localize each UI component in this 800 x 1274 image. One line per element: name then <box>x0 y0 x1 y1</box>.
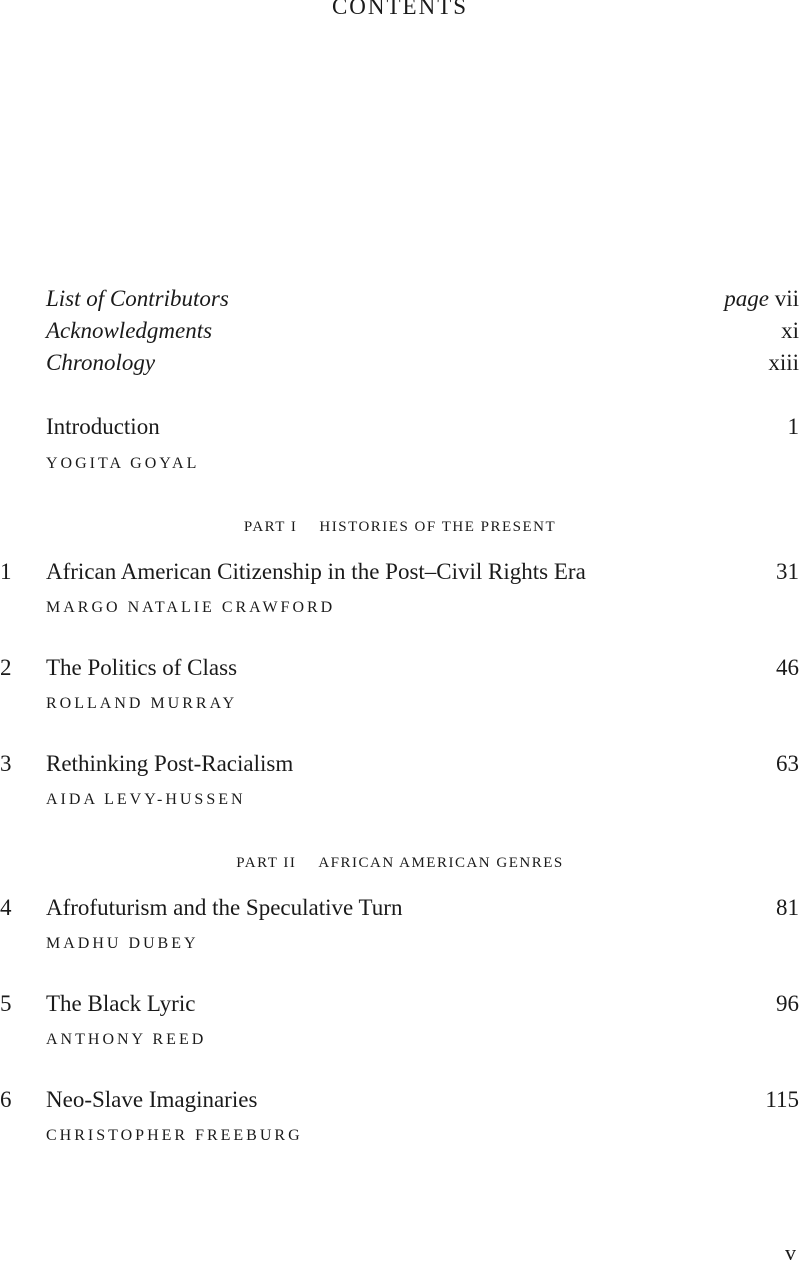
chapter-number: 4 <box>0 895 12 920</box>
part-title: HISTORIES OF THE PRESENT <box>319 519 557 535</box>
introduction-page: 1 <box>787 414 799 439</box>
chapter-author: ANTHONY REED <box>46 1031 207 1048</box>
page-heading: CONTENTS <box>331 0 469 19</box>
part-heading <box>0 855 800 872</box>
chapter-page: 46 <box>776 655 799 680</box>
chapter-title[interactable]: The Politics of Class <box>46 655 238 680</box>
toc-entry-title[interactable]: Acknowledgments <box>46 318 213 343</box>
chapter-page: 63 <box>776 751 799 776</box>
chapter-title[interactable]: Neo-Slave Imaginaries <box>46 1087 258 1112</box>
chapter-title[interactable]: Rethinking Post-Racialism <box>46 751 294 776</box>
chapter-author: MARGO NATALIE CRAWFORD <box>46 599 336 616</box>
page-number: vii <box>774 286 799 311</box>
chapter-title[interactable]: African American Citizenship in the Post–Civil Rights Era <box>46 559 586 584</box>
chapter-author: CHRISTOPHER FREEBURG <box>46 1127 303 1144</box>
introduction-author: YOGITA GOYAL <box>46 455 200 472</box>
chapter-number: 5 <box>0 991 12 1016</box>
chapter-page: 81 <box>776 895 799 920</box>
chapter-number: 6 <box>0 1087 12 1112</box>
chapter-author: ROLLAND MURRAY <box>46 695 238 712</box>
toc-entry-page: xiii <box>768 350 799 375</box>
chapter-number: 1 <box>0 559 12 584</box>
part-label: PART I <box>243 519 298 535</box>
part-title: AFRICAN AMERICAN GENRES <box>318 855 564 871</box>
toc-entry-title[interactable]: List of Contributors <box>46 286 229 311</box>
chapter-author: AIDA LEVY-HUSSEN <box>46 791 246 808</box>
chapter-number: 3 <box>0 751 12 776</box>
chapter-number: 2 <box>0 655 12 680</box>
chapter-author: MADHU DUBEY <box>46 935 199 952</box>
part-label: PART II <box>236 855 297 871</box>
introduction-title[interactable]: Introduction <box>46 414 160 439</box>
page-folio: v <box>785 1240 796 1265</box>
chapter-title[interactable]: Afrofuturism and the Speculative Turn <box>46 895 403 920</box>
chapter-page: 115 <box>765 1087 799 1112</box>
chapter-page: 31 <box>776 559 799 584</box>
chapter-page: 96 <box>776 991 799 1016</box>
chapter-title[interactable]: The Black Lyric <box>46 991 196 1016</box>
page-prefix: page <box>724 286 769 311</box>
part-heading <box>0 519 800 536</box>
toc-entry-title[interactable]: Chronology <box>46 350 156 375</box>
toc-entry-page <box>724 286 799 312</box>
toc-entry-page: xi <box>781 318 799 343</box>
